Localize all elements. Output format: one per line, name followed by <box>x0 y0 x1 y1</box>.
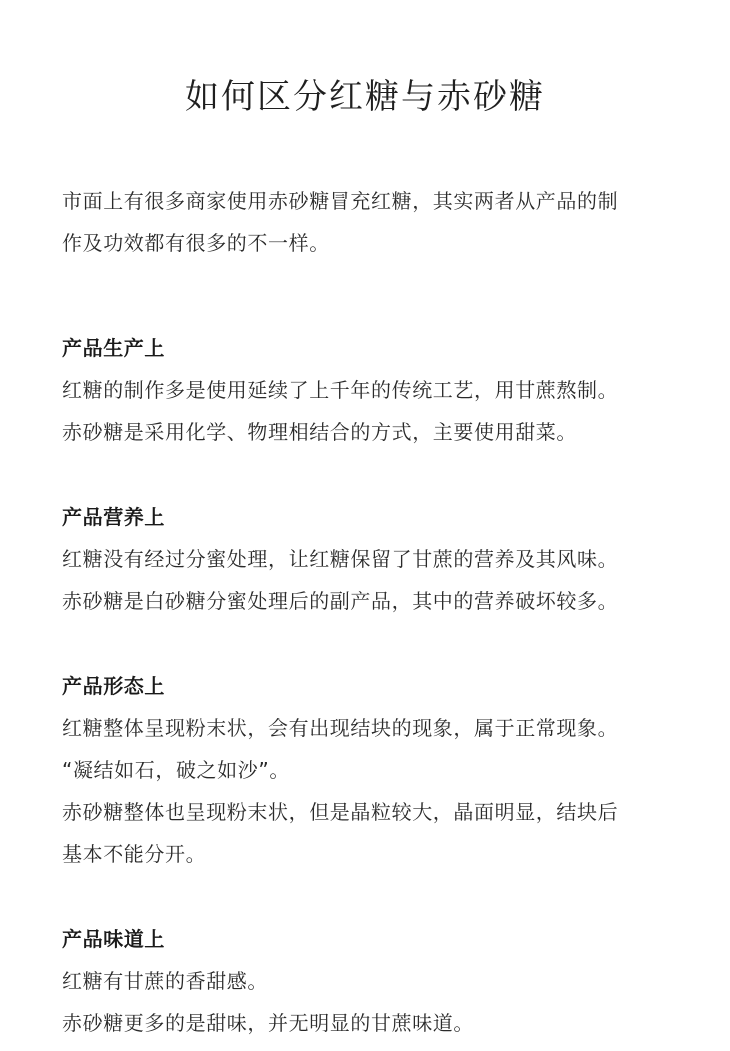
section-heading: 产品营养上 <box>62 505 165 529</box>
intro-line: 作及功效都有很多的不一样。 <box>62 231 330 255</box>
section-taste <box>62 918 677 1044</box>
article-body <box>62 180 677 1044</box>
section-line: 红糖有甘蔗的香甜感。 <box>62 969 268 993</box>
section-line: 红糖整体呈现粉末状，会有出现结块的现象，属于正常现象。 <box>62 716 619 740</box>
section-line: 基本不能分开。 <box>62 842 207 866</box>
section-line: 赤砂糖更多的是甜味，并无明显的甘蔗味道。 <box>62 1011 474 1035</box>
article-title: 如何区分红糖与赤砂糖 <box>185 77 545 117</box>
section-form <box>62 665 677 875</box>
intro-paragraph <box>62 180 677 264</box>
intro-line: 市面上有很多商家使用赤砂糖冒充红糖，其实两者从产品的制 <box>62 189 619 213</box>
section-nutrition <box>62 496 677 622</box>
section-line: 红糖的制作多是使用延续了上千年的传统工艺，用甘蔗熬制。 <box>62 378 619 402</box>
section-line: 赤砂糖整体也呈现粉末状，但是晶粒较大，晶面明显，结块后 <box>62 800 619 824</box>
section-heading: 产品生产上 <box>62 336 165 360</box>
section-heading: 产品味道上 <box>62 927 165 951</box>
section-production <box>62 327 677 453</box>
section-heading: 产品形态上 <box>62 674 165 698</box>
section-line: “凝结如石，破之如沙”。 <box>62 758 290 782</box>
section-line: 赤砂糖是白砂糖分蜜处理后的副产品，其中的营养破坏较多。 <box>62 589 619 613</box>
section-line: 赤砂糖是采用化学、物理相结合的方式，主要使用甜菜。 <box>62 420 577 444</box>
section-line: 红糖没有经过分蜜处理，让红糖保留了甘蔗的营养及其风味。 <box>62 547 619 571</box>
